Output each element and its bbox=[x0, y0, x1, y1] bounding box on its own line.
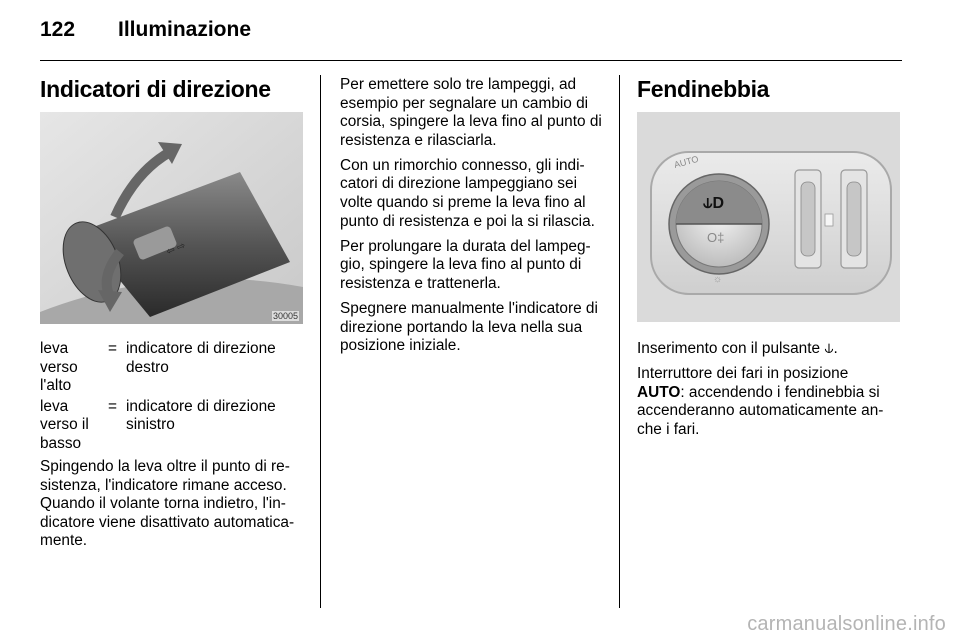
svg-text:⇦ ⇨: ⇦ ⇨ bbox=[165, 240, 188, 258]
definition-row bbox=[40, 398, 306, 454]
auto-bold: AUTO bbox=[637, 383, 681, 401]
paragraph bbox=[637, 365, 903, 439]
fog-light-icon: ⫝D bbox=[703, 195, 725, 212]
definition-term: leva verso l'alto bbox=[40, 340, 78, 395]
paragraph: Spegnere manualmente l'indicatore di direzione portando la leva nella sua posizione iniziale. bbox=[340, 300, 598, 355]
auto-label: AUTO bbox=[672, 153, 700, 170]
section-heading-indicators: Indicatori di direzione bbox=[40, 76, 271, 102]
light-switch-illustration bbox=[637, 112, 900, 322]
definition-table bbox=[40, 340, 306, 456]
paragraph: Per prolungare la durata del lampeg- gio, spingere la leva fino al punto di resistenza e trattenerla. bbox=[340, 237, 591, 292]
light-switch-figure bbox=[637, 112, 900, 322]
paragraph: Spingendo la leva oltre il punto di re- sistenza, l'indicatore rimane acceso. Quando il volante torna indietro, l'in- dicatore viene disattivato automatica- mente. bbox=[40, 458, 295, 550]
header-rule bbox=[40, 60, 902, 61]
definition-desc: indicatore di direzione sinistro bbox=[126, 397, 276, 434]
definition-desc: indicatore di direzione destro bbox=[126, 340, 276, 376]
column-divider-1 bbox=[320, 75, 321, 608]
col1-paragraph bbox=[40, 458, 306, 557]
para-prefix: Interruttore dei fari in posizione bbox=[637, 365, 849, 383]
figure-code: 30005 bbox=[272, 311, 298, 321]
turn-signal-lever-illustration bbox=[40, 112, 303, 324]
definition-sep: = bbox=[108, 397, 117, 415]
paragraph: Con un rimorchio connesso, gli indi- catori di direzione lampeggiano sei volte quando si preme la leva fino al punto di resistenza e poi la si rilascia. bbox=[340, 156, 595, 230]
col3-text bbox=[637, 340, 903, 446]
definition-row bbox=[40, 340, 306, 396]
definition-sep: = bbox=[108, 340, 117, 357]
para-rest: : accendendo i fendinebbia si accenderanno automaticamente an- che i fari. bbox=[637, 383, 884, 438]
page-number: 122 bbox=[40, 18, 76, 41]
paragraph: Per emettere solo tre lampeggi, ad esempio per segnalare un cambio di corsia, spingere la leva fino al punto di resistenza e rilasciarla. bbox=[340, 76, 602, 149]
chapter-title: Illuminazione bbox=[118, 18, 252, 41]
rear-fog-icon: O‡ bbox=[707, 230, 725, 245]
column-divider-2 bbox=[619, 75, 620, 608]
turn-signal-figure bbox=[40, 112, 303, 324]
definition-term: leva verso il basso bbox=[40, 397, 89, 452]
watermark: carmanualsonline.info bbox=[747, 613, 946, 635]
paragraph: Inserimento con il pulsante ⫝. bbox=[637, 340, 838, 357]
section-heading-fog-lights: Fendinebbia bbox=[637, 76, 770, 102]
sun-icon: ☼ bbox=[713, 274, 723, 285]
col2-text bbox=[340, 76, 606, 362]
